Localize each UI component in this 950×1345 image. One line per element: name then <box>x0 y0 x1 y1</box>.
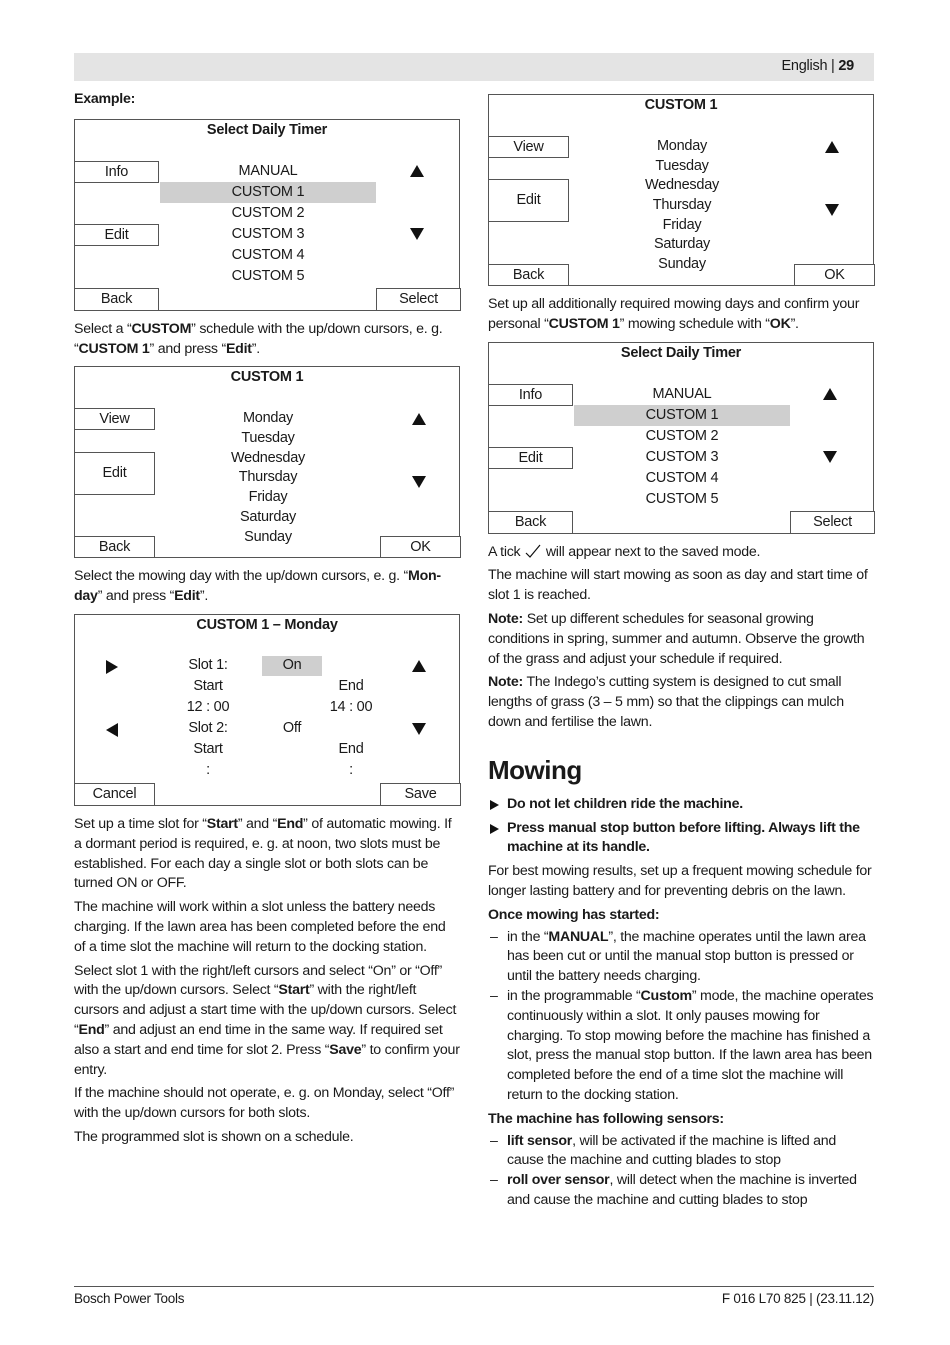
save-button[interactable]: Save <box>380 783 461 806</box>
select-button[interactable]: Select <box>376 288 461 311</box>
day-list <box>574 137 790 275</box>
para-tick: A tick will appear next to the saved mode. <box>488 543 761 560</box>
screen-title: CUSTOM 1 – Monday <box>196 616 338 633</box>
slot2-label: Slot 2: <box>188 719 228 736</box>
slot1-value-on[interactable]: On <box>262 656 322 676</box>
screen-title: CUSTOM 1 <box>230 369 304 386</box>
timer-item-custom3[interactable]: CUSTOM 3 <box>231 225 305 242</box>
screen-select-daily-timer <box>74 119 460 311</box>
dash-mark: – <box>490 1172 498 1189</box>
info-button[interactable]: Info <box>488 384 573 406</box>
day-sunday[interactable]: Sunday <box>244 528 292 545</box>
section-heading-mowing: Mowing <box>488 754 582 785</box>
end-time[interactable]: 14 : 00 <box>329 698 373 715</box>
right-column <box>488 94 874 1211</box>
header-separator: | <box>827 58 839 74</box>
down-arrow-icon[interactable] <box>412 476 426 488</box>
timer-item-manual[interactable]: MANUAL <box>652 385 712 402</box>
header-language: English <box>781 58 828 74</box>
timer-list <box>160 161 376 287</box>
timer-item-custom2[interactable]: CUSTOM 2 <box>231 204 305 221</box>
end-label: End <box>338 677 364 694</box>
timer-item-custom4[interactable]: CUSTOM 4 <box>231 246 305 263</box>
empty-start-time[interactable]: : <box>206 761 210 778</box>
info-button[interactable]: Info <box>74 161 159 183</box>
dash-item-manual: – in the “MANUAL”, the machine operates until the lawn area has been cut or until the manual stop button is pressed or until the battery needs charging. <box>490 928 866 985</box>
up-arrow-icon[interactable] <box>410 165 424 177</box>
day-wednesday[interactable]: Wednesday <box>230 449 306 466</box>
screen-title: Select Daily Timer <box>620 344 742 361</box>
para-confirm-schedule: Set up all additionally required mowing days and confirm your personal “CUSTOM 1” mowing schedule with “OK”. <box>488 296 860 332</box>
day-saturday[interactable]: Saturday <box>239 508 297 525</box>
day-friday[interactable]: Friday <box>248 489 288 506</box>
para-work-within-slot: The machine will work within a slot unless the battery needs charging. If the lawn area has been completed before the end of a time slot the machine will return to the docking station. <box>74 899 446 955</box>
left-arrow-icon[interactable] <box>106 723 118 737</box>
timer-item-custom5[interactable]: CUSTOM 5 <box>231 267 305 284</box>
view-button[interactable]: View <box>74 408 155 430</box>
back-button[interactable]: Back <box>74 536 155 558</box>
day-friday[interactable]: Friday <box>662 216 702 233</box>
cancel-button[interactable]: Cancel <box>74 783 155 806</box>
dash-mark: – <box>490 928 498 945</box>
timer-item-custom1-selected[interactable]: CUSTOM 1 <box>574 405 790 426</box>
empty-end-time[interactable]: : <box>349 761 353 778</box>
timer-item-custom4[interactable]: CUSTOM 4 <box>645 469 719 486</box>
select-button[interactable]: Select <box>790 511 875 534</box>
day-monday[interactable]: Monday <box>656 138 708 154</box>
back-button[interactable]: Back <box>488 511 573 534</box>
down-arrow-icon[interactable] <box>823 451 837 463</box>
para-select-day: Select the mowing day with the up/down cursors, e. g. “Mon-day” and press “Edit”. <box>74 568 441 605</box>
up-arrow-icon[interactable] <box>825 141 839 153</box>
day-list <box>160 409 376 547</box>
day-tuesday[interactable]: Tuesday <box>241 430 295 447</box>
down-arrow-icon[interactable] <box>412 723 426 735</box>
dash-item-lift-sensor: – lift sensor, will be activated if the machine is lifted and cause the machine and cutting blades to stop <box>490 1132 837 1169</box>
day-thursday[interactable]: Thursday <box>238 469 298 486</box>
start-label-2: Start <box>193 740 223 757</box>
para-not-operate: If the machine should not operate, e. g. on Monday, select “Off” with the up/down cursors for both slots. <box>74 1085 455 1122</box>
back-button[interactable]: Back <box>74 288 159 311</box>
screen-custom1-days-confirm <box>488 94 874 286</box>
timer-list <box>574 384 790 510</box>
timer-item-custom5[interactable]: CUSTOM 5 <box>645 490 719 507</box>
screen-select-daily-timer-2 <box>488 342 874 534</box>
day-tuesday[interactable]: Tuesday <box>655 157 709 174</box>
para-time-slot: Set up a time slot for “Start” and “End” of automatic mowing. If a dormant period is required, e. g. at noon, two slots must be established. For each day a single slot or both slots can be turned ON or OFF. <box>74 815 452 892</box>
page-number: 29 <box>838 58 854 74</box>
day-monday[interactable]: Monday <box>242 410 294 427</box>
edit-button[interactable]: Edit <box>488 179 569 222</box>
dash-mark: – <box>490 1132 498 1149</box>
heading-sensors: The machine has following sensors: <box>488 1110 724 1127</box>
ok-button[interactable]: OK <box>794 264 875 286</box>
screen-title: Select Daily Timer <box>206 121 328 138</box>
note-seasonal: Note: Set up different schedules for seasonal growing conditions in spring, summer and autumn. Observe the growth of the grass and adjust your schedule if required. <box>488 610 865 667</box>
ok-button[interactable]: OK <box>380 536 461 558</box>
up-arrow-icon[interactable] <box>412 413 426 425</box>
para-programmed-slot: The programmed slot is shown on a schedule. <box>74 1128 354 1145</box>
dash-item-rollover-sensor: – roll over sensor, will detect when the machine is inverted and cause the machine and cutting blades to stop <box>490 1172 857 1208</box>
slot1-label: Slot 1: <box>188 656 228 673</box>
para-best-results: For best mowing results, set up a frequent mowing schedule for longer lasting battery and for preventing debris on the lawn. <box>488 863 872 899</box>
edit-button[interactable]: Edit <box>74 224 159 246</box>
footer-divider <box>74 1286 874 1287</box>
para-select-slot: Select slot 1 with the right/left cursors and select “On” or “Off” with the up/down cursors. Select “Start” with the right/left cursors and adjust a start time with the up/down cursors. Select “End” and adjust an end time in the same way. If required set also a start and end time for slot 2. Press “Save” to confirm your entry. <box>74 962 460 1078</box>
right-arrow-icon[interactable] <box>106 660 118 674</box>
end-label-2: End <box>338 740 364 757</box>
para-select-custom: Select a “CUSTOM” schedule with the up/down cursors, e. g. “CUSTOM 1” and press “Edit”. <box>74 320 443 357</box>
up-arrow-icon[interactable] <box>823 388 837 400</box>
example-label: Example: <box>74 91 136 107</box>
screen-title: CUSTOM 1 <box>644 97 718 113</box>
day-wednesday[interactable]: Wednesday <box>644 177 720 194</box>
view-button[interactable]: View <box>488 136 569 158</box>
edit-button[interactable]: Edit <box>488 447 573 469</box>
day-thursday[interactable]: Thursday <box>652 197 712 214</box>
down-arrow-icon[interactable] <box>410 228 424 240</box>
triangle-bullet-icon <box>490 800 499 810</box>
warning-bullet: Do not let children ride the machine. <box>488 795 874 815</box>
edit-button[interactable]: Edit <box>74 452 155 495</box>
up-arrow-icon[interactable] <box>412 660 426 672</box>
day-saturday[interactable]: Saturday <box>653 236 711 253</box>
start-time[interactable]: 12 : 00 <box>186 698 230 715</box>
screen-custom1-days <box>74 366 460 558</box>
header-text <box>781 57 854 77</box>
timer-item-custom1-selected[interactable]: CUSTOM 1 <box>160 182 376 203</box>
page-header <box>74 53 874 81</box>
heading-once-mowing: Once mowing has started: <box>488 906 660 923</box>
note-cutting-system: Note: The Indego’s cutting system is designed to cut small lengths of grass (3 – 5 mm) so that the clippings can mulch down and fertilise the lawn. <box>488 674 844 730</box>
back-button[interactable]: Back <box>488 264 569 286</box>
timer-item-custom2[interactable]: CUSTOM 2 <box>645 427 719 444</box>
footer-doc-number: F 016 L70 825 | (23.11.12) <box>721 1291 874 1306</box>
dash-item-custom: – in the programmable “Custom” mode, the machine operates continuously within a slot. It only pauses mowing for charging. To stop mowing before the machine has finished a slot, press the manual stop button. If the lawn area has been completed before the end of a time slot the machine will return to the docking station. <box>490 987 874 1103</box>
dash-mark: – <box>490 987 498 1004</box>
screen-custom1-monday <box>74 614 460 806</box>
down-arrow-icon[interactable] <box>825 204 839 216</box>
left-column <box>74 90 460 1152</box>
tick-icon <box>524 543 542 559</box>
day-sunday[interactable]: Sunday <box>658 256 706 273</box>
slot2-value-off[interactable]: Off <box>282 719 302 736</box>
triangle-bullet-icon <box>490 824 499 834</box>
timer-item-manual[interactable]: MANUAL <box>238 162 298 179</box>
footer-brand: Bosch Power Tools <box>74 1291 185 1306</box>
timer-item-custom3[interactable]: CUSTOM 3 <box>645 448 719 465</box>
warning-bullet: Press manual stop button before lifting. Always lift the machine at its handle. <box>488 819 874 859</box>
start-label: Start <box>193 677 223 694</box>
para-start-mowing: The machine will start mowing as soon as day and start time of slot 1 is reached. <box>488 567 868 604</box>
